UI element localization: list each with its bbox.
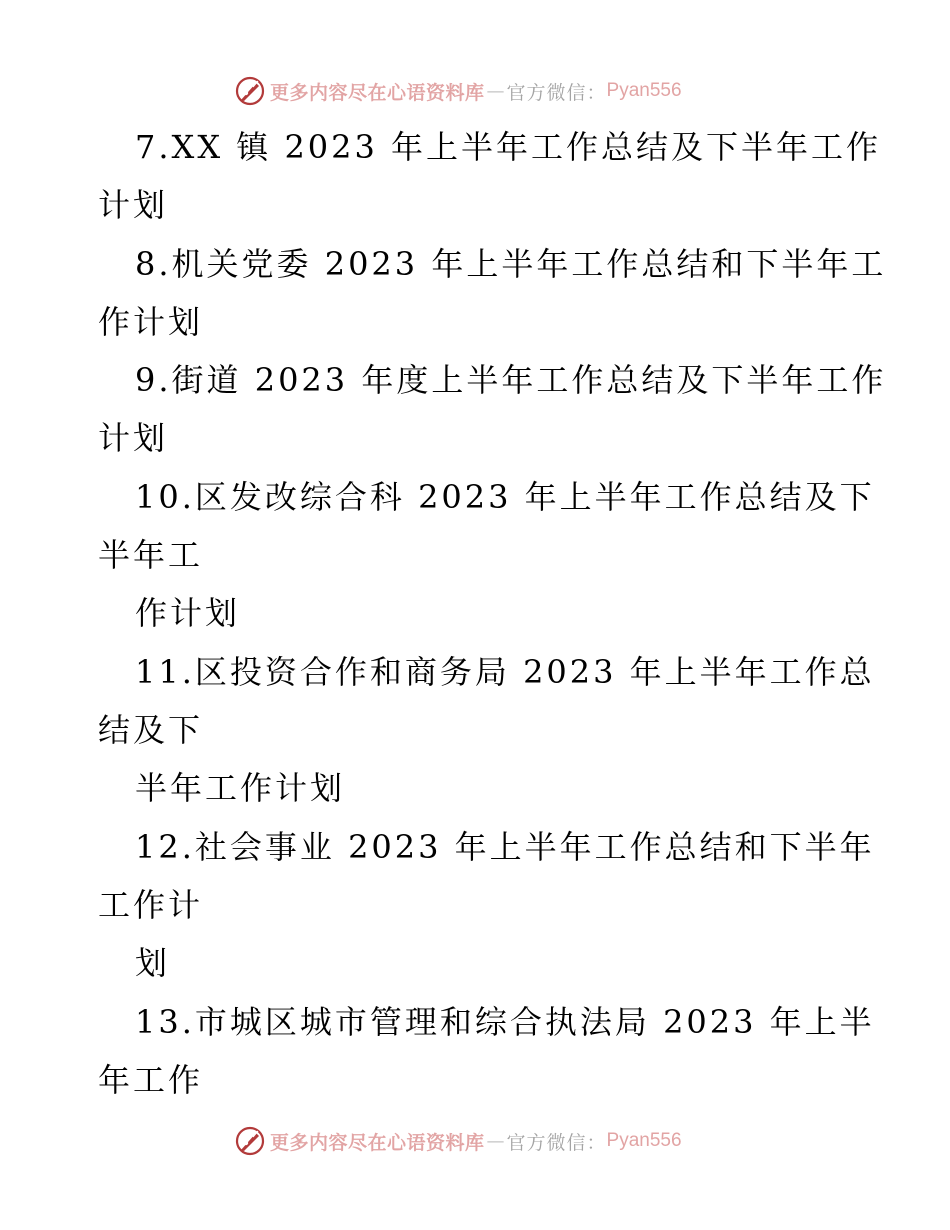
list-item-10-continued: 半年工: [98, 536, 204, 574]
list-item-12-continued: 工作计: [98, 886, 204, 924]
list-item-10-continued-2: 作计划: [135, 594, 241, 632]
watermark-id: Pyan556: [606, 1130, 682, 1151]
list-item-13-continued: 年工作: [98, 1061, 204, 1099]
list-item-11-continued-2: 半年工作计划: [135, 769, 346, 807]
list-item-8: 8.机关党委 2023 年上半年工作总结和下半年工: [135, 245, 887, 283]
quill-logo-icon: [234, 75, 266, 107]
quill-logo-icon: [234, 1125, 266, 1157]
watermark-id: Pyan556: [606, 80, 682, 101]
list-item-13: 13.市城区城市管理和综合执法局 2023 年上半: [135, 1003, 875, 1041]
footer-watermark: [234, 1123, 682, 1159]
list-item-9-continued: 计划: [98, 419, 169, 457]
list-item-7: 7.XX 镇 2023 年上半年工作总结及下半年工作: [135, 128, 882, 166]
list-item-10: 10.区发改综合科 2023 年上半年工作总结及下: [135, 478, 875, 516]
watermark-separator: —: [486, 80, 505, 102]
list-item-7-continued: 计划: [98, 186, 169, 224]
watermark-label: 官方微信：: [506, 81, 607, 104]
watermark-brand: 更多内容尽在心语资料库: [270, 81, 485, 104]
watermark-label: 官方微信：: [506, 1131, 607, 1154]
list-item-8-continued: 作计划: [98, 303, 204, 341]
list-item-12-continued-2: 划: [135, 944, 171, 982]
list-item-11: 11.区投资合作和商务局 2023 年上半年工作总: [135, 653, 875, 691]
list-item-11-continued: 结及下: [98, 711, 204, 749]
list-item-9: 9.街道 2023 年度上半年工作总结及下半年工作: [135, 361, 887, 399]
watermark-separator: —: [486, 1130, 505, 1152]
list-item-12: 12.社会事业 2023 年上半年工作总结和下半年: [135, 828, 875, 866]
header-watermark: [234, 73, 682, 109]
watermark-brand: 更多内容尽在心语资料库: [270, 1131, 485, 1154]
